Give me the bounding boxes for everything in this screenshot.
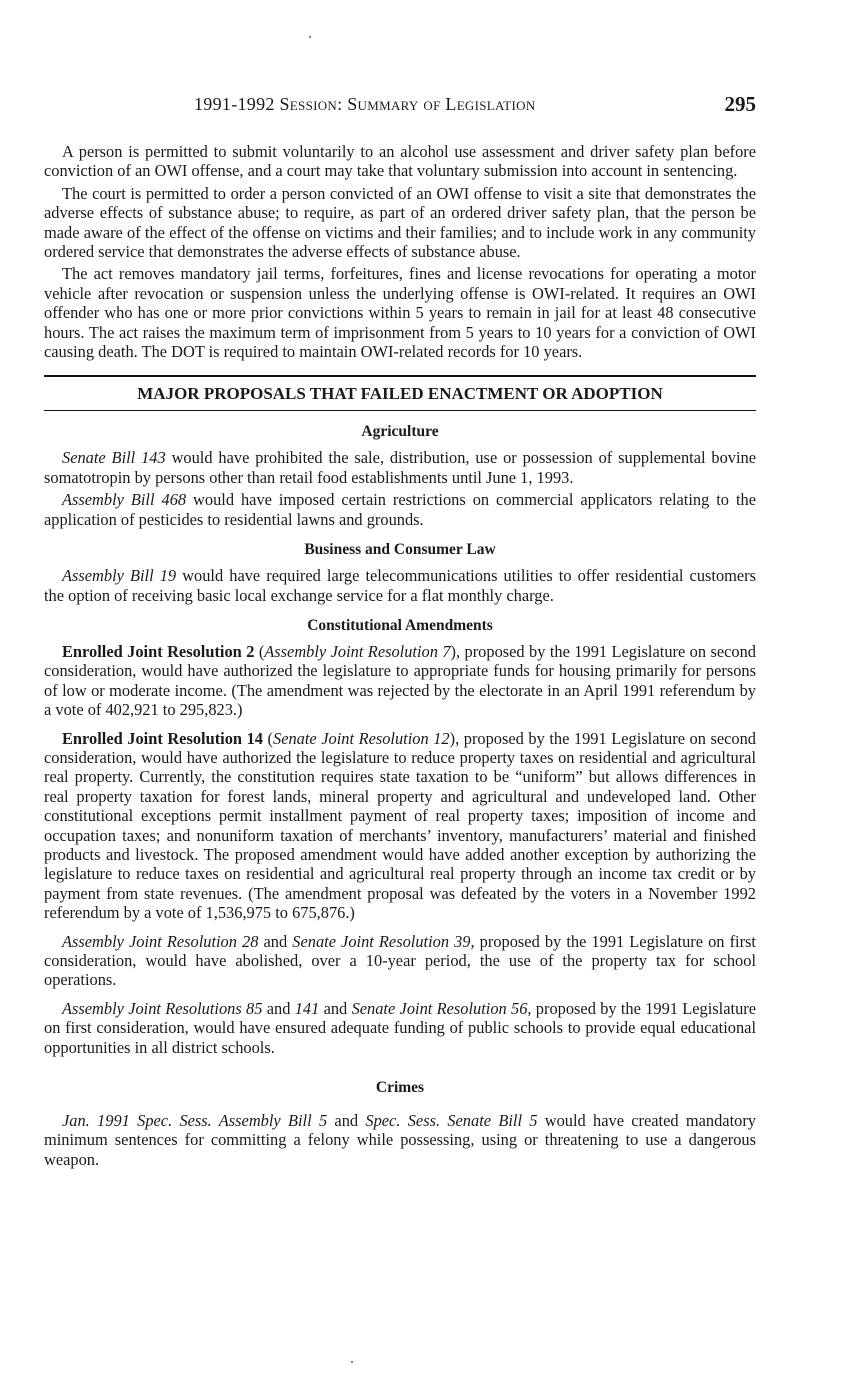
crimes-heading: Crimes — [375, 1079, 425, 1097]
paragraph-text: ), proposed by the 1991 Legislature on second consideration, would have authorized the legislature to appropriate funds for housing primarily for persons of low or moderate income. (The amendment was rejected by the electorate in an April 1991 referendum by a vote of 402,921 to 295,823.) — [44, 641, 756, 720]
conjunction: and — [319, 998, 352, 1018]
intro-paragraph: A person is permitted to submit voluntarily to an alcohol use assessment and driver safety plan before conviction of an OWI offense, and a court may take that voluntary submission into account in sentencing. — [44, 142, 756, 181]
resolution-title: Enrolled Joint Resolution 2 — [62, 641, 255, 661]
paragraph-text: proposed by the 1991 Legislature on first consideration, would have abolished, over a 10-year period, the use of the property tax for school operations. — [44, 931, 756, 990]
page-number: 295 — [724, 92, 756, 116]
intro-paragraph: The act removes mandatory jail terms, forfeitures, fines and license revocations for operating a motor vehicle after revocation or suspension unless the underlying offense is OWI-related. It requires an OWI offender who has one or more prior convictions within 5 years to remain in jail for at least 48 consecutive hours. The act raises the maximum term of imprisonment from 5 years to 10 years for a conviction of OWI causing death. The DOT is required to maintain OWI-related records for 10 years. — [44, 264, 756, 362]
bill-reference: Jan. 1991 Spec. Sess. Assembly Bill 5 — [62, 1111, 328, 1131]
bill-reference: Assembly Bill 19 — [62, 566, 177, 586]
running-title — [194, 94, 536, 115]
conjunction: and — [262, 998, 295, 1018]
document-page — [44, 92, 756, 1172]
constitutional-paragraph: Enrolled Joint Resolution 2 (Assembly Joint Resolution 7), proposed by the 1991 Legislature on second consideration, would have authorized the legislature to appropriate funds for housing primarily for persons of low or moderate income. (The amendment was rejected by the electorate in an April 1991 referendum by a vote of 402,921 to 295,823.) — [44, 641, 756, 720]
conjunction: and — [258, 931, 293, 951]
conjunction: and — [327, 1111, 366, 1131]
scan-speck — [309, 36, 311, 38]
scan-speck — [351, 1361, 353, 1363]
session-label: 1991-1992 Session: — [194, 94, 343, 114]
agriculture-heading: Agriculture — [361, 423, 439, 441]
business-paragraph — [44, 566, 756, 605]
agriculture-section — [44, 423, 756, 529]
crimes-paragraph — [44, 1111, 756, 1169]
constitutional-section — [44, 617, 756, 1057]
bill-reference: Spec. Sess. Senate Bill 5 — [365, 1111, 538, 1131]
section-title: MAJOR PROPOSALS THAT FAILED ENACTMENT OR ADOPTION — [44, 375, 756, 411]
constitutional-paragraph — [44, 932, 756, 990]
resolution-reference: Senate Joint Resolution 12 — [273, 728, 450, 748]
intro-paragraph: The court is permitted to order a person convicted of an OWI offense to visit a site that demonstrates the adverse effects of substance abuse; to require, as part of an ordered driver safety plan, that the person be made aware of the effect of the offense on victims and their families; and to include work in any community ordered service that demonstrates the adverse effects of substance abuse. — [44, 183, 756, 262]
bill-reference: Senate Bill 143 — [62, 448, 166, 468]
business-section — [44, 541, 756, 605]
resolution-reference: Assembly Joint Resolutions 85 — [62, 998, 263, 1018]
resolution-reference: 141 — [294, 998, 320, 1018]
crimes-section — [44, 1079, 756, 1169]
business-heading: Business and Consumer Law — [304, 541, 496, 559]
paragraph-text: would have created mandatory minimum sentences for committing a felony while possessing, using or threatening to use a dangerous weapon. — [44, 1111, 756, 1169]
resolution-title: Enrolled Joint Resolution 14 — [62, 728, 263, 748]
resolution-reference: Assembly Joint Resolution 28 — [62, 931, 259, 951]
running-header — [44, 92, 756, 118]
resolution-reference: Senate Joint Resolution 56, — [351, 998, 532, 1018]
summary-label: Summary of Legislation — [347, 94, 536, 114]
agriculture-paragraph — [44, 490, 756, 529]
resolution-reference: Senate Joint Resolution 39, — [292, 931, 475, 951]
paragraph-text: ), proposed by the 1991 Legislature on second consideration, would have authorized the legislature to reduce property taxes on residential and agricultural real property. Currently, the constitution requires state taxation to be “uniform” but allows differences in real property taxation for forest lands, mineral property and agricultural and undeveloped land. Other constitutional exceptions permit installment payment of real property taxes; imposition of income and occupation taxes; and nonuniform taxation of merchants’ inventory, manufacturers’ material and finished products and livestock. The proposed amendment would have added another exception by authorizing the legislature to reduce taxes on residential and agricultural real property through an income tax credit or by payment from state revenues. (The amendment proposal was defeated by the voters in a November 1992 referendum by a vote of 1,536,975 to 675,876.) — [44, 728, 756, 923]
agriculture-paragraph — [44, 448, 756, 487]
paragraph-text: would have imposed certain restrictions on commercial applicators relating to the application of pesticides to residential lawns and grounds. — [44, 490, 756, 529]
paragraph-text: would have required large telecommunications utilities to offer residential customers the option of receiving basic local exchange service for a flat monthly charge. — [44, 566, 757, 605]
constitutional-paragraph — [44, 999, 756, 1057]
constitutional-heading: Constitutional Amendments — [307, 616, 493, 634]
bill-reference: Assembly Bill 468 — [62, 490, 187, 510]
owi-summary — [44, 142, 756, 361]
constitutional-paragraph: Enrolled Joint Resolution 14 (Senate Joint Resolution 12), proposed by the 1991 Legislature on second consideration, would have authorized the legislature to reduce property taxes on residential and agricultural real property. Currently, the constitution requires state taxation to be “uniform” but allows differences in real property taxation for forest lands, mineral property and agricultural and undeveloped land. Other constitutional exceptions permit installment payment of real property taxes; imposition of income and occupation taxes; and nonuniform taxation of merchants’ inventory, manufacturers’ material and finished products and livestock. The proposed amendment would have added another exception by authorizing the legislature to reduce taxes on residential and agricultural real property through an income tax credit or by payment from state revenues. (The amendment proposal was defeated by the voters in a November 1992 referendum by a vote of 1,536,975 to 675,876.) — [44, 728, 756, 923]
paragraph-text: would have prohibited the sale, distribution, use or possession of supplemental bovine somatotropin by persons other than retail food establishments until June 1, 1993. — [44, 448, 757, 487]
resolution-reference: Assembly Joint Resolution 7 — [264, 641, 451, 661]
paragraph-text: proposed by the 1991 Legislature on first consideration, would have ensured adequate funding of public schools to provide equal educational opportunities in all district schools. — [44, 998, 756, 1057]
